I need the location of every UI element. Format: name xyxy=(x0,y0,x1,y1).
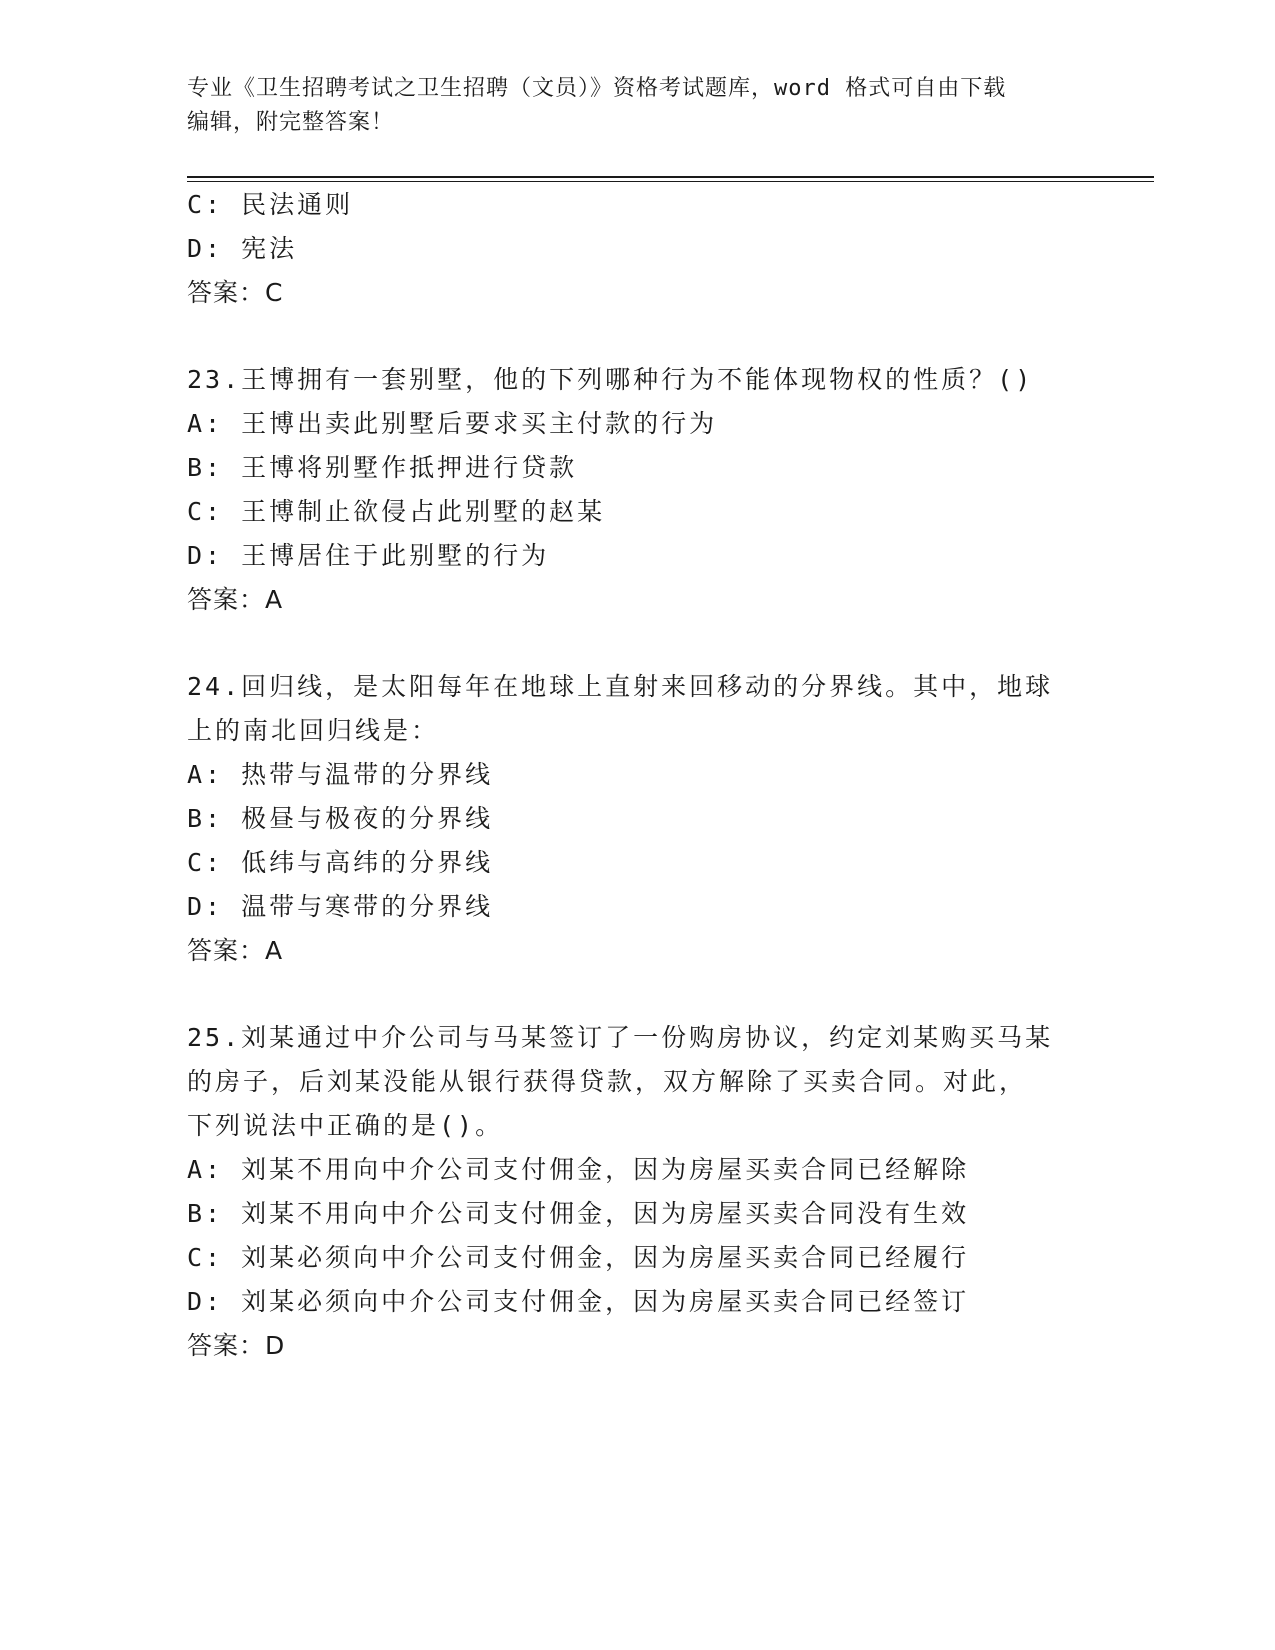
q25-option-b: B: 刘某不用向中介公司支付佣金，因为房屋买卖合同没有生效 xyxy=(187,1199,970,1228)
q23-option-a: A: 王博出卖此别墅后要求买主付款的行为 xyxy=(187,409,718,438)
q25-option-c: C: 刘某必须向中介公司支付佣金，因为房屋买卖合同已经履行 xyxy=(187,1243,970,1272)
document-header xyxy=(187,72,1067,140)
header-divider-thick xyxy=(187,176,1154,178)
q25-question-line-2: 的房子，后刘某没能从银行获得贷款，双方解除了买卖合同。对此， xyxy=(187,1067,1028,1096)
q25-answer: 答案：D xyxy=(187,1331,286,1360)
q22-option-d: D: 宪法 xyxy=(187,234,298,263)
header-line-1: 专业《卫生招聘考试之卫生招聘（文员）》资格考试题库，word 格式可自由下载 xyxy=(187,76,1007,101)
q24-option-a: A: 热带与温带的分界线 xyxy=(187,760,494,789)
q23-option-b: B: 王博将别墅作抵押进行贷款 xyxy=(187,453,578,482)
q24-option-c: C: 低纬与高纬的分界线 xyxy=(187,848,494,877)
q24-question-line-1: 24.回归线，是太阳每年在地球上直射来回移动的分界线。其中，地球 xyxy=(187,672,1054,701)
q22-option-c: C: 民法通则 xyxy=(187,190,354,219)
q24-question-line-2: 上的南北回归线是： xyxy=(187,716,440,745)
q23-question: 23.王博拥有一套别墅，他的下列哪种行为不能体现物权的性质？() xyxy=(187,365,1034,394)
q23-option-d: D: 王博居住于此别墅的行为 xyxy=(187,541,550,570)
q24-option-d: D: 温带与寒带的分界线 xyxy=(187,892,494,921)
q25-option-a: A: 刘某不用向中介公司支付佣金，因为房屋买卖合同已经解除 xyxy=(187,1155,970,1184)
q23-answer: 答案：A xyxy=(187,585,284,614)
q25-question-line-1: 25.刘某通过中介公司与马某签订了一份购房协议，约定刘某购买马某 xyxy=(187,1023,1054,1052)
header-line-2: 编辑，附完整答案！ xyxy=(187,110,395,135)
q24-option-b: B: 极昼与极夜的分界线 xyxy=(187,804,494,833)
q25-option-d: D: 刘某必须向中介公司支付佣金，因为房屋买卖合同已经签订 xyxy=(187,1287,970,1316)
q25-question-line-3: 下列说法中正确的是()。 xyxy=(187,1111,504,1140)
q23-option-c: C: 王博制止欲侵占此别墅的赵某 xyxy=(187,497,606,526)
q24-answer: 答案：A xyxy=(187,936,284,965)
q22-answer: 答案：C xyxy=(187,278,284,307)
